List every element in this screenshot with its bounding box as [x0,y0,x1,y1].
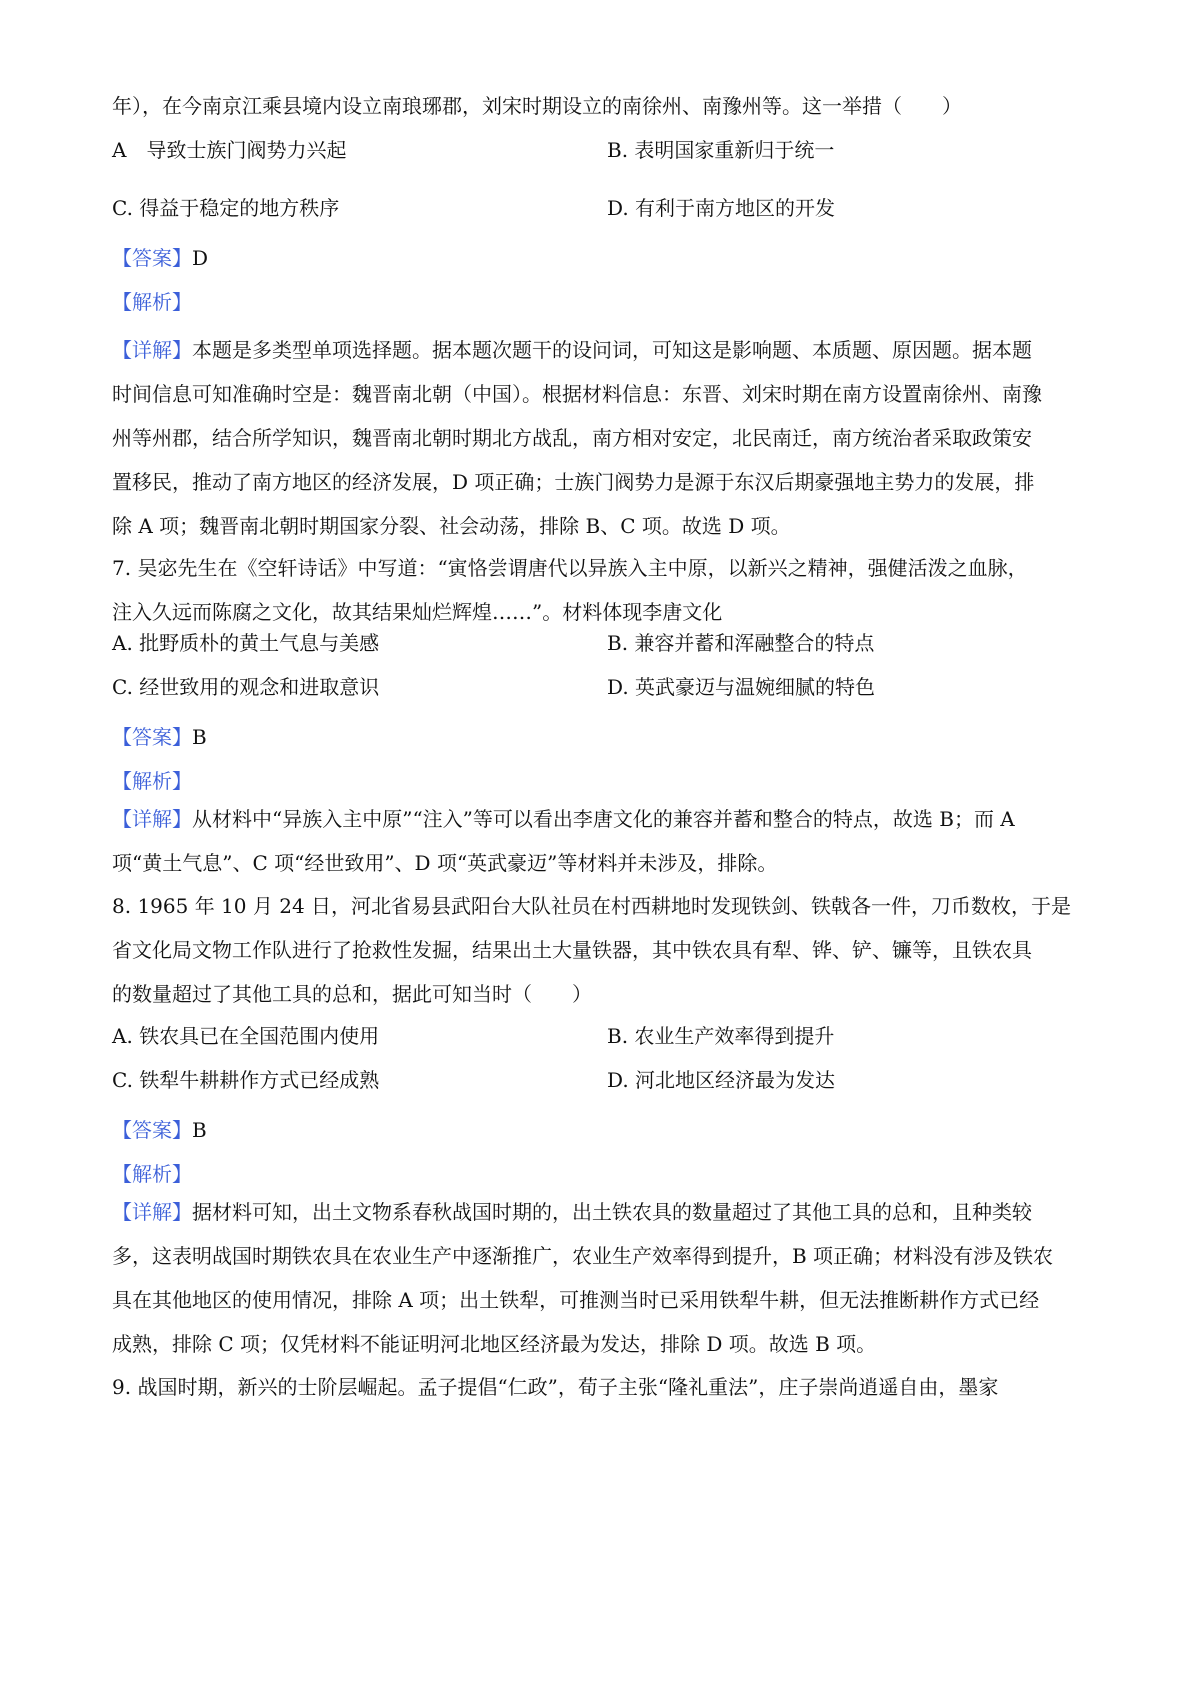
q7-answer [112,721,1092,750]
analysis-label: 【解析】 [112,769,192,793]
answer-label: 【答案】 [112,725,192,749]
text-line: 时间信息可知准确时空是：魏晋南北朝（中国）。根据材料信息：东晋、刘宋时期在南方设置南徐州、南豫 [112,382,1042,406]
q8-option-a: A. 铁农具已在全国范围内使用 [112,1024,380,1048]
q6-option-c: C. 得益于稳定的地方秩序 [112,196,340,220]
answer-value: B [192,1118,207,1142]
text-line: 8. 1965 年 10 月 24 日，河北省易县武阳台大队社员在村西耕地时发现铁剑、铁戟各一件，刀币数枚，于是 [112,894,1072,918]
text-line: 7. 吴宓先生在《空轩诗话》中写道：“寅恪尝谓唐代以异族入主中原，以新兴之精神，强健活泼之血脉， [112,556,1028,580]
q6-stem-tail [112,96,1092,116]
text-line: 置移民，推动了南方地区的经济发展，D 项正确；士族门阀势力是源于东汉后期豪强地主势力的发展，排 [112,470,1035,494]
q8-answer [112,1114,1092,1143]
text-line: 成熟，排除 C 项；仅凭材料不能证明河北地区经济最为发达，排除 D 项。故选 B 项。 [112,1332,877,1356]
analysis-label: 【解析】 [112,1162,192,1186]
answer-label: 【答案】 [112,1118,192,1142]
detail-text: 从材料中“异族入主中原”“注入”等可以看出李唐文化的兼容并蓄和整合的特点，故选 B；而 A [192,807,1015,831]
answer-value: B [192,725,207,749]
answer-label: 【答案】 [112,246,192,270]
detail-text: 本题是多类型单项选择题。据本题次题干的设问词，可知这是影响题、本质题、原因题。据本题 [192,338,1032,362]
q7-option-d: D. 英武豪迈与温婉细腻的特色 [607,675,876,699]
q6-answer [112,242,1092,271]
text-line: 项“黄土气息”、C 项“经世致用”、D 项“英武豪迈”等材料并未涉及，排除。 [112,851,778,875]
text-line: 注入久远而陈腐之文化，故其结果灿烂辉煌……”。材料体现李唐文化 [112,600,723,624]
q7-stem [112,546,1092,634]
q8-analysis-heading [112,1158,1092,1187]
q8-option-c: C. 铁犁牛耕耕作方式已经成熟 [112,1068,380,1092]
detail-text: 据材料可知，出土文物系春秋战国时期的，出土铁农具的数量超过了其他工具的总和，且种类较 [192,1200,1032,1224]
text-line: 州等州郡，结合所学知识，魏晋南北朝时期北方战乱，南方相对安定，北民南迁，南方统治者采取政策安 [112,426,1032,450]
q8-detail [112,1190,1092,1366]
q6-option-d: D. 有利于南方地区的开发 [607,196,836,220]
detail-label: 【详解】 [112,338,192,362]
q6-detail [112,328,1092,548]
q6-option-b: B. 表明国家重新归于统一 [607,138,835,162]
q7-option-c: C. 经世致用的观念和进取意识 [112,675,380,699]
text-line: 省文化局文物工作队进行了抢救性发掘，结果出土大量铁器，其中铁农具有犁、铧、铲、镰等，且铁农具 [112,938,1032,962]
detail-label: 【详解】 [112,807,192,831]
q7-option-a: A. 批野质朴的黄土气息与美感 [112,631,380,655]
q8-stem [112,884,1092,1016]
text-line [112,797,1092,841]
text-line: 除 A 项；魏晋南北朝时期国家分裂、社会动荡，排除 B、C 项。故选 D 项。 [112,514,791,538]
text-line: 具在其他地区的使用情况，排除 A 项；出土铁犁，可推测当时已采用铁犁牛耕，但无法推断耕作方式已经 [112,1288,1040,1312]
q7-detail [112,797,1092,885]
text-line [112,328,1092,372]
detail-label: 【详解】 [112,1200,192,1224]
answer-value: D [192,246,209,270]
q9-stem [112,1365,1092,1409]
text-line [112,1190,1092,1234]
text-line: 多，这表明战国时期铁农具在农业生产中逐渐推广，农业生产效率得到提升，B 项正确；材料没有涉及铁农 [112,1244,1054,1268]
text-line: 9. 战国时期，新兴的士阶层崛起。孟子提倡“仁政”，荀子主张“隆礼重法”，庄子崇尚逍遥自由，墨家 [112,1375,999,1399]
q6-option-a: A 导致士族门阀势力兴起 [112,138,347,162]
q8-option-b: B. 农业生产效率得到提升 [607,1024,835,1048]
text-line: 的数量超过了其他工具的总和，据此可知当时（ ） [112,982,592,1006]
q7-analysis-heading [112,765,1092,794]
analysis-label: 【解析】 [112,290,192,314]
q8-option-d: D. 河北地区经济最为发达 [607,1068,836,1092]
q7-option-b: B. 兼容并蓄和浑融整合的特点 [607,631,875,655]
q6-analysis-heading [112,286,1092,315]
text-line: 年），在今南京江乘县境内设立南琅琊郡，刘宋时期设立的南徐州、南豫州等。这一举措（ ） [112,94,962,118]
